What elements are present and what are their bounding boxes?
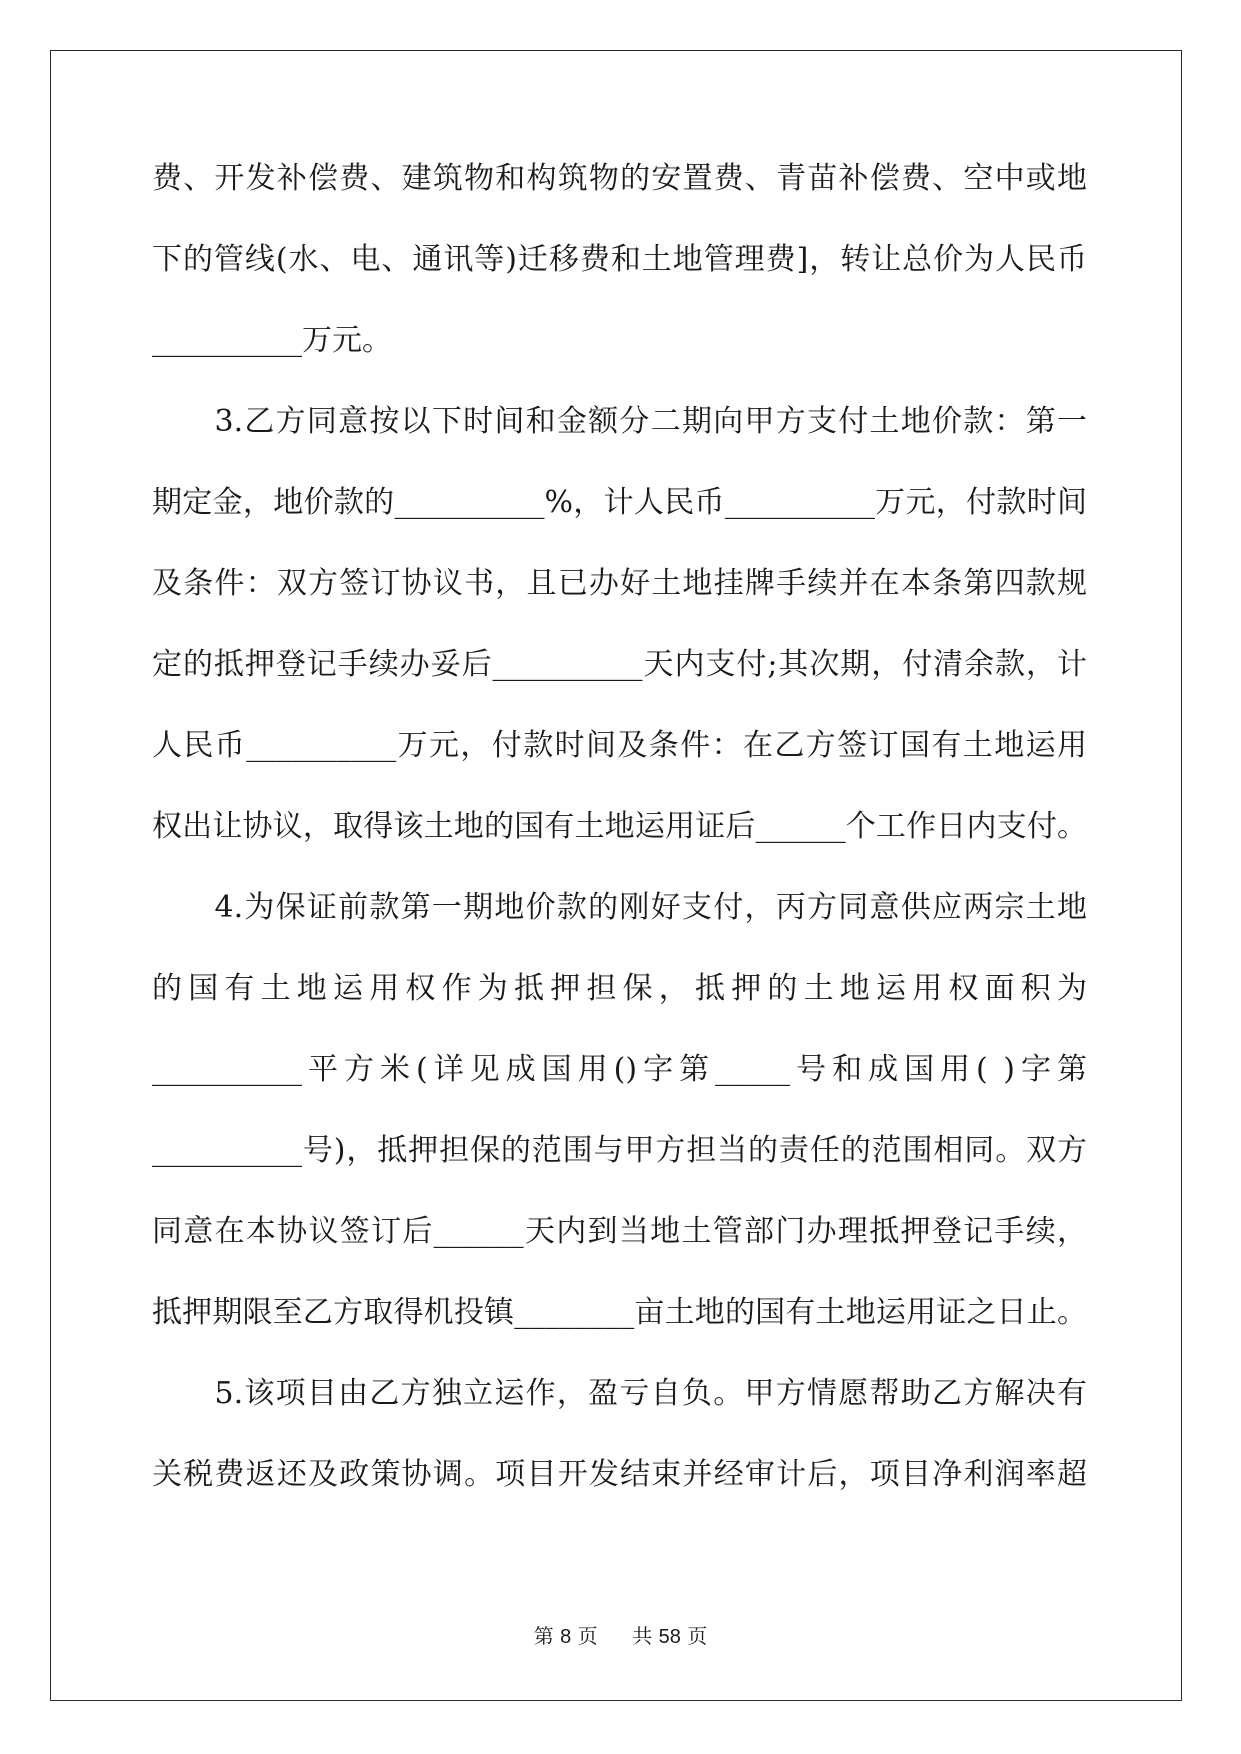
total-pages-number: 58 (658, 1626, 681, 1648)
text-line-13: __________号)，抵押担保的范围与甲方担当的责任的范围相同。双方 (152, 1133, 1087, 1168)
document-body (152, 158, 1087, 1535)
text-line-17: 关税费返还及政策协调。项目开发结束并经审计后，项目净利润率超 (152, 1457, 1087, 1492)
text-line-1: 费、开发补偿费、建筑物和构筑物的安置费、青苗补偿费、空中或地 (152, 161, 1087, 196)
text-line-2: 下的管线(水、电、通讯等)迁移费和土地管理费]，转让总价为人民币 (152, 242, 1087, 277)
text-line-10: 4.为保证前款第一期地价款的刚好支付，丙方同意供应两宗土地 (152, 890, 1087, 925)
text-line-16: 5.该项目由乙方独立运作，盈亏自负。甲方情愿帮助乙方解决有 (152, 1376, 1087, 1411)
page-footer (0, 1620, 1241, 1649)
current-page-number: 8 (560, 1626, 572, 1648)
text-line-15: 抵押期限至乙方取得机投镇________亩土地的国有土地运用证之日止。 (152, 1295, 1087, 1330)
text-line-11: 的国有土地运用权作为抵押担保，抵押的土地运用权面积为 (152, 971, 1087, 1006)
text-line-12: __________平方米(详见成国用()字第_____号和成国用( )字第 (152, 1052, 1087, 1087)
footer-suffix-1: 页 (577, 1624, 598, 1648)
footer-prefix-1: 第 (533, 1624, 554, 1648)
text-line-8: 人民币__________万元，付款时间及条件：在乙方签订国有土地运用 (152, 728, 1087, 763)
footer-prefix-2: 共 (632, 1624, 653, 1648)
text-line-7: 定的抵押登记手续办妥后__________天内支付;其次期，付清余款，计 (152, 647, 1087, 682)
text-line-5: 期定金，地价款的__________%，计人民币__________万元，付款时间 (152, 485, 1087, 520)
text-line-6: 及条件：双方签订协议书，且已办好土地挂牌手续并在本条第四款规 (152, 566, 1087, 601)
footer-suffix-2: 页 (687, 1624, 708, 1648)
text-line-9: 权出让协议，取得该土地的国有土地运用证后______个工作日内支付。 (152, 809, 1087, 844)
text-line-4: 3.乙方同意按以下时间和金额分二期向甲方支付土地价款：第一 (152, 404, 1087, 439)
text-line-14: 同意在本协议签订后______天内到当地土管部门办理抵押登记手续， (152, 1214, 1087, 1249)
text-line-3: __________万元。 (152, 323, 392, 358)
